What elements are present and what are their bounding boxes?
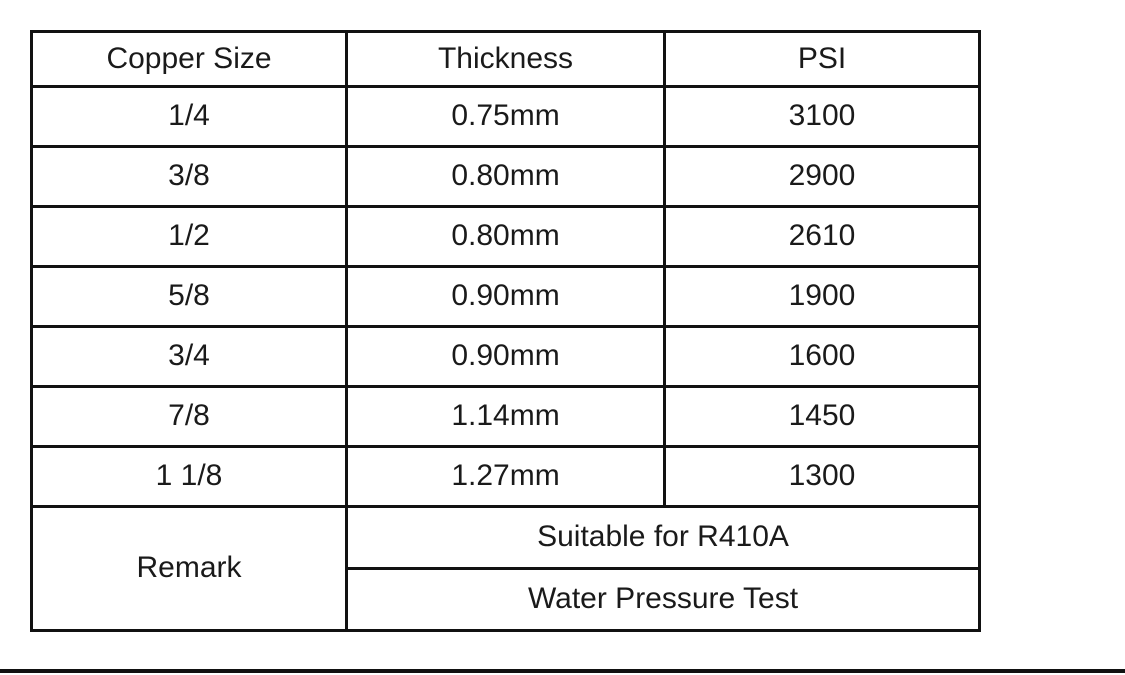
cell-psi: 1450	[665, 387, 980, 447]
table-row	[32, 147, 980, 207]
cell-psi: 1300	[665, 447, 980, 507]
cell-thickness: 0.90mm	[347, 327, 665, 387]
cell-copper-size: 1/4	[32, 87, 347, 147]
cell-thickness: 0.90mm	[347, 267, 665, 327]
copper-spec-table	[30, 30, 981, 632]
remark-row-1	[32, 507, 980, 569]
table-row	[32, 87, 980, 147]
cell-copper-size: 7/8	[32, 387, 347, 447]
cell-psi: 2900	[665, 147, 980, 207]
remark-note-test: Water Pressure Test	[347, 569, 980, 631]
cell-thickness: 0.80mm	[347, 147, 665, 207]
cell-thickness: 0.75mm	[347, 87, 665, 147]
column-header-thickness: Thickness	[347, 32, 665, 87]
bottom-divider	[0, 669, 1125, 673]
remark-label: Remark	[32, 507, 347, 631]
table-header-row	[32, 32, 980, 87]
cell-copper-size: 1 1/8	[32, 447, 347, 507]
cell-psi: 1900	[665, 267, 980, 327]
column-header-psi: PSI	[665, 32, 980, 87]
cell-psi: 2610	[665, 207, 980, 267]
cell-copper-size: 5/8	[32, 267, 347, 327]
cell-copper-size: 3/4	[32, 327, 347, 387]
cell-copper-size: 3/8	[32, 147, 347, 207]
cell-thickness: 0.80mm	[347, 207, 665, 267]
cell-thickness: 1.27mm	[347, 447, 665, 507]
cell-psi: 1600	[665, 327, 980, 387]
cell-thickness: 1.14mm	[347, 387, 665, 447]
column-header-copper-size: Copper Size	[32, 32, 347, 87]
table-row	[32, 447, 980, 507]
cell-copper-size: 1/2	[32, 207, 347, 267]
table-row	[32, 207, 980, 267]
table-row	[32, 267, 980, 327]
remark-note-refrigerant: Suitable for R410A	[347, 507, 980, 569]
table-row	[32, 327, 980, 387]
cell-psi: 3100	[665, 87, 980, 147]
table-row	[32, 387, 980, 447]
